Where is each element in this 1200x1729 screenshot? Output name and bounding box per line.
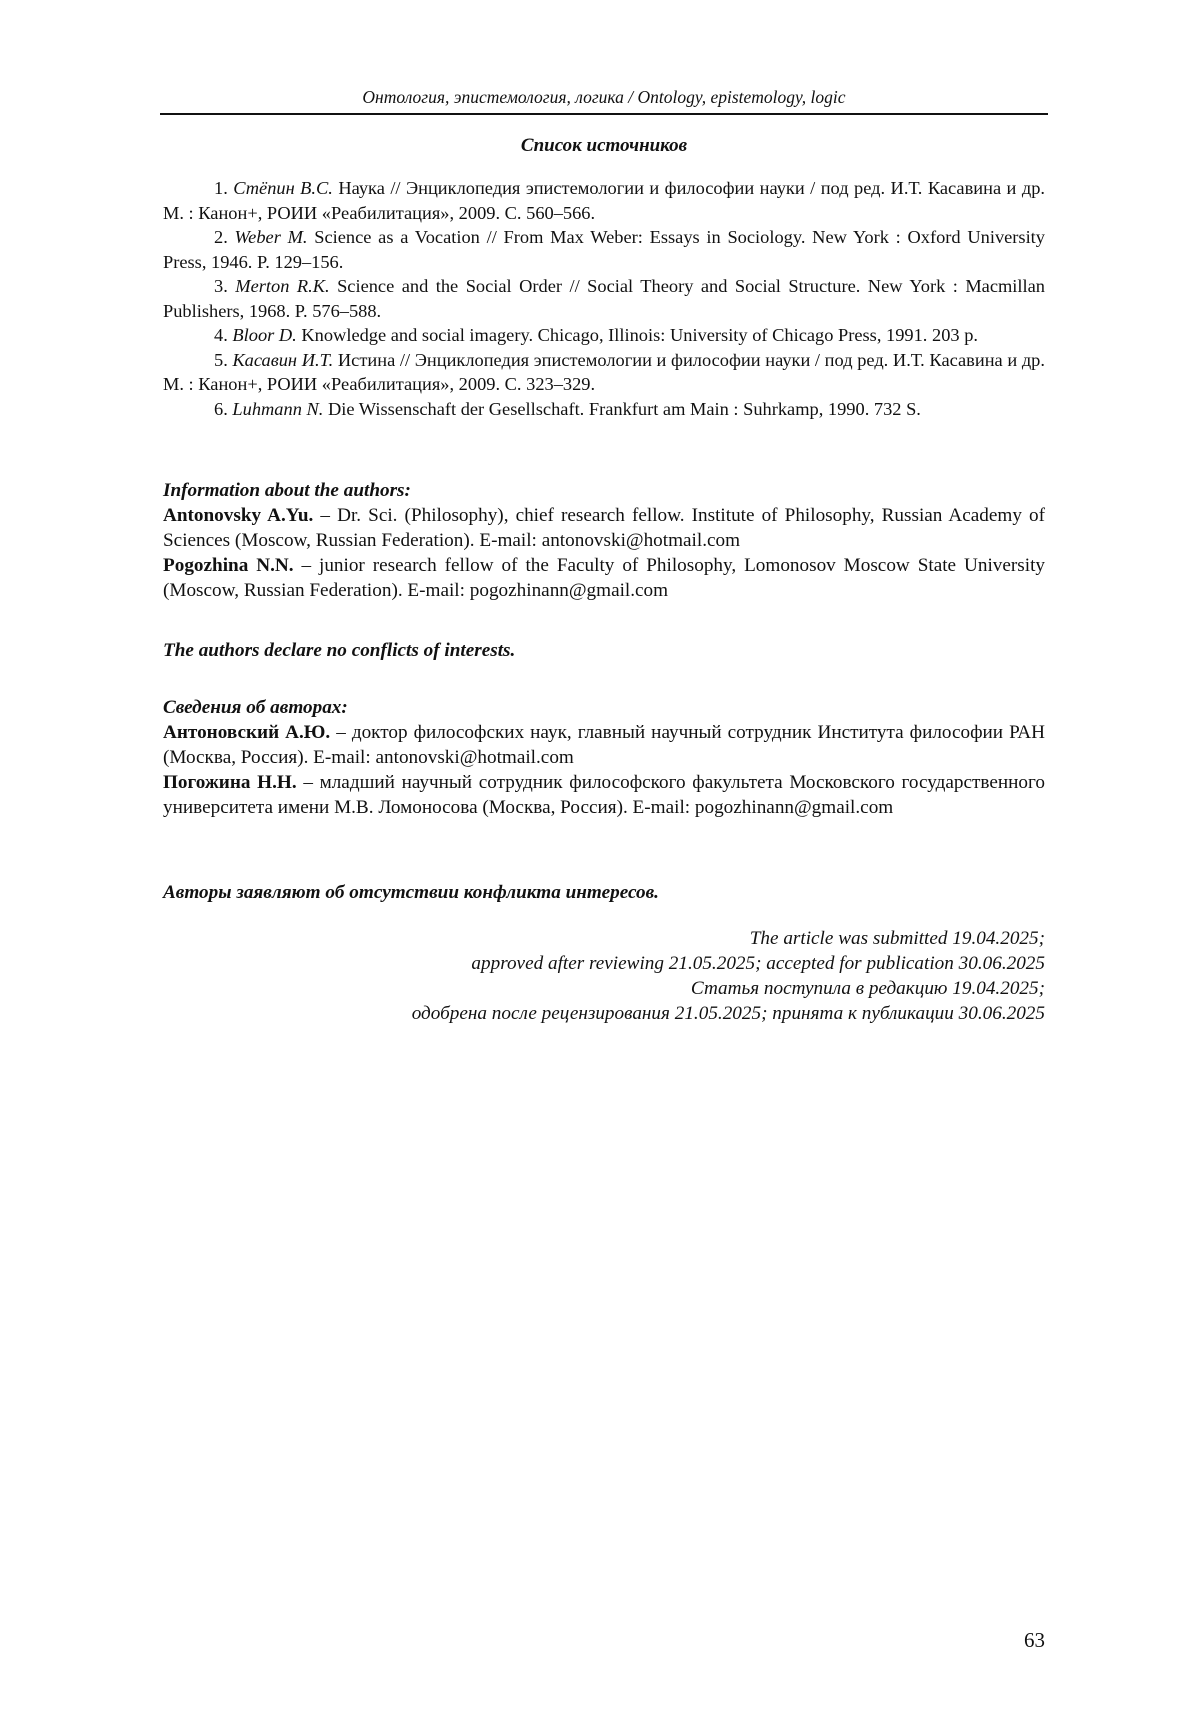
author-details: – Dr. Sci. (Philosophy), chief research fellow. Institute of Philosophy, Russian Academy of Sciences (Moscow, Russian Federation). E-mail: antonovski@hotmail.com: [163, 505, 1045, 551]
page-number: 63: [1024, 1628, 1045, 1652]
reference-item: [163, 176, 1045, 225]
authors-info-ru: [163, 695, 1045, 820]
reference-number: 4.: [214, 325, 228, 345]
references-title: Список источников: [520, 135, 688, 156]
date-submitted-en: The article was submitted 19.04.2025;: [749, 928, 1045, 949]
reference-author: Bloor D.: [232, 325, 297, 345]
reference-item: [163, 397, 1045, 422]
running-head: Онтология, эпистемология, логика / Ontology, epistemology, logic: [362, 87, 846, 107]
author-name: Pogozhina N.N.: [163, 555, 294, 576]
reference-text: Knowledge and social imagery. Chicago, Illinois: University of Chicago Press, 1991. 203 p.: [301, 325, 978, 345]
reference-author: Merton R.K.: [235, 276, 330, 296]
reference-number: 6.: [214, 398, 228, 419]
reference-number: 2.: [214, 227, 228, 247]
reference-list: [163, 176, 1045, 421]
date-submitted-ru: Статья поступила в редакцию 19.04.2025;: [690, 978, 1045, 999]
reference-text: Die Wissenschaft der Gesellschaft. Frankfurt am Main : Suhrkamp, 1990. 732 S.: [327, 398, 921, 419]
reference-text: Science as a Vocation // From Max Weber: Essays in Sociology. New York : Oxford University Press, 1946. P. 129–156.: [163, 227, 1045, 272]
author-name: Погожина Н.Н.: [163, 772, 297, 793]
reference-item: [163, 323, 1045, 348]
reference-author: Касавин И.Т.: [232, 349, 334, 370]
reference-number: 3.: [214, 276, 228, 296]
author-name: Antonovsky A.Yu.: [163, 505, 314, 526]
conflict-statement-ru: Авторы заявляют об отсутствии конфликта интересов.: [163, 882, 659, 903]
author-entry: [163, 720, 1045, 770]
reference-number: 5.: [214, 349, 228, 370]
authors-info-en: [163, 478, 1045, 603]
author-entry: [163, 553, 1045, 603]
reference-text: Наука // Энциклопедия эпистемологии и философии науки / под ред. И.Т. Касавина и др. М. : Канон+, РОИИ «Реабилитация», 2009. С. 560–566.: [163, 178, 1045, 223]
reference-author: Weber M.: [234, 227, 308, 247]
conflict-statement-ru-block: [163, 880, 1045, 905]
author-name: Антоновский А.Ю.: [163, 722, 331, 743]
authors-info-en-heading: Information about the authors:: [163, 480, 411, 501]
header-rule: [160, 113, 1048, 115]
date-approved-en: approved after reviewing 21.05.2025; accepted for publication 30.06.2025: [471, 953, 1045, 974]
reference-item: [163, 225, 1045, 274]
author-entry: [163, 770, 1045, 820]
reference-text: Science and the Social Order // Social Theory and Social Structure. New York : Macmillan Publishers, 1968. P. 576–588.: [163, 276, 1045, 321]
author-details: – доктор философских наук, главный научный сотрудник Института философии РАН (Москва, Россия). E-mail: antonovski@hotmail.com: [163, 722, 1046, 768]
reference-author: Стёпин В.С.: [233, 178, 333, 198]
reference-author: Luhmann N.: [232, 398, 324, 419]
article-dates: [163, 926, 1045, 1026]
reference-item: [163, 348, 1045, 397]
conflict-statement-en-block: [163, 638, 1045, 663]
date-approved-ru: одобрена после рецензирования 21.05.2025; принята к публикации 30.06.2025: [411, 1003, 1045, 1024]
reference-text: Истина // Энциклопедия эпистемологии и философии науки / под ред. И.Т. Касавина и др. М. : Канон+, РОИИ «Реабилитация», 2009. С. 323–329.: [163, 349, 1045, 394]
author-details: – младший научный сотрудник философского факультета Московского государственного университета имени М.В. Ломоносова (Москва, Россия). E-mail: pogozhinann@gmail.com: [163, 772, 1045, 818]
reference-item: [163, 274, 1045, 323]
author-details: – junior research fellow of the Faculty of Philosophy, Lomonosov Moscow State University (Moscow, Russian Federation). E-mail: pogozhinann@gmail.com: [163, 555, 1046, 601]
authors-info-ru-heading: Сведения об авторах:: [163, 697, 348, 718]
author-entry: [163, 503, 1045, 553]
reference-number: 1.: [214, 178, 228, 198]
conflict-statement-en: The authors declare no conflicts of interests.: [163, 640, 516, 661]
